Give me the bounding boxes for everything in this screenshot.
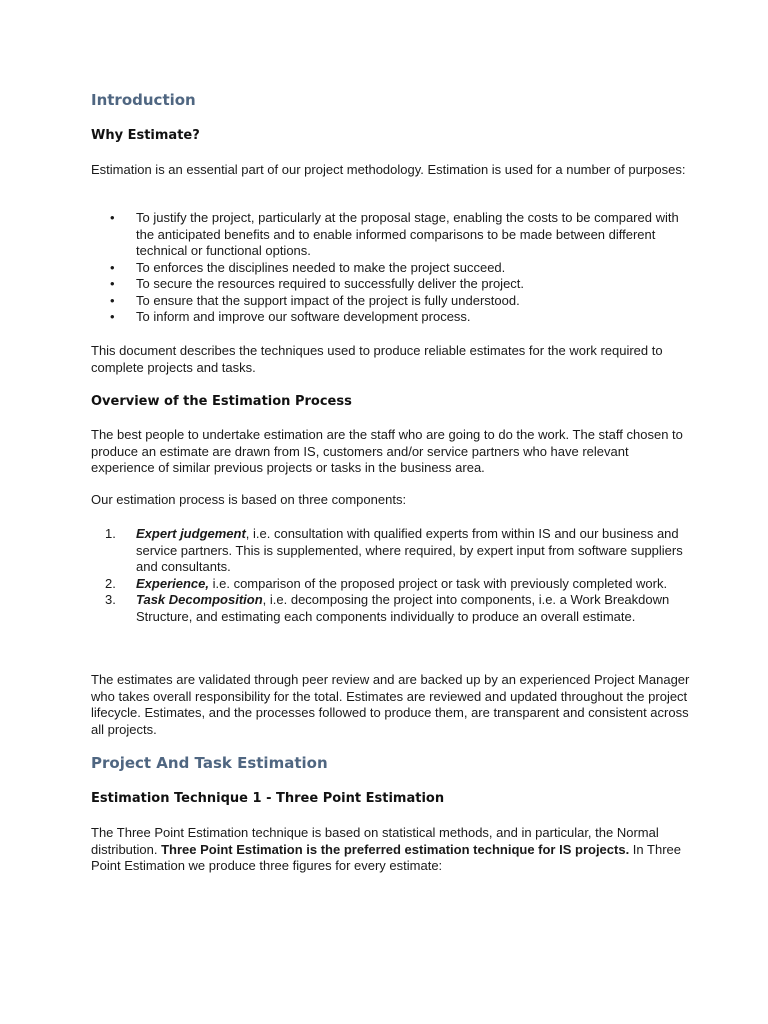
list-item-text: To ensure that the support impact of the project is fully understood. bbox=[136, 292, 520, 308]
bullet-icon: • bbox=[110, 292, 115, 308]
list-item bbox=[91, 526, 691, 576]
section-heading-introduction: Introduction bbox=[91, 91, 196, 109]
component-term: Experience, bbox=[136, 575, 209, 591]
list-item bbox=[91, 576, 691, 593]
section-heading-project-task-estimation: Project And Task Estimation bbox=[91, 754, 328, 772]
technique-paragraph bbox=[91, 825, 691, 875]
list-item-text: To secure the resources required to successfully deliver the project. bbox=[136, 276, 525, 291]
list-number: 2. bbox=[105, 575, 116, 591]
list-number: 1. bbox=[105, 526, 116, 541]
component-text: , i.e. decomposing the project into components, i.e. a Work Breakdown Structure, and estimating each components individually to produce an overall estimate. bbox=[136, 592, 670, 624]
list-item-text: To inform and improve our software development process. bbox=[136, 309, 471, 324]
bullet-icon: • bbox=[110, 276, 115, 291]
bullet-icon: • bbox=[110, 210, 115, 225]
technique-text-end: In Three Point Estimation we produce three figures for every estimate: bbox=[91, 841, 681, 873]
technique-text-bold: Three Point Estimation is the preferred estimation technique for IS projects. bbox=[161, 841, 630, 857]
list-item bbox=[91, 592, 691, 625]
components-numbered-list bbox=[91, 526, 691, 625]
list-item bbox=[91, 276, 691, 293]
subheading-why-estimate: Why Estimate? bbox=[91, 128, 200, 143]
component-term: Task Decomposition bbox=[136, 592, 263, 607]
list-item bbox=[91, 260, 691, 277]
list-item-text: To enforces the disciplines needed to make the project succeed. bbox=[136, 259, 506, 275]
list-item bbox=[91, 293, 691, 310]
list-number: 3. bbox=[105, 592, 116, 607]
list-item bbox=[91, 309, 691, 326]
overview-paragraph-1: The best people to undertake estimation are the staff who are going to do the work. The staff chosen to produce an estimate are drawn from IS, customers and/or service partners who have relevant experience of similar previous projects or tasks in the business area. bbox=[91, 427, 683, 475]
intro-paragraph-2: This document describes the techniques used to produce reliable estimates for the work required to complete projects and tasks. bbox=[91, 343, 663, 375]
list-item-text: To justify the project, particularly at the proposal stage, enabling the costs to be compared with the anticipated benefits and to enable informed comparisons to be made between different technical or functional options. bbox=[136, 210, 679, 258]
bullet-icon: • bbox=[110, 309, 115, 324]
overview-paragraph-2: Our estimation process is based on three components: bbox=[91, 492, 407, 507]
technique-text-start: The Three Point Estimation technique is based on statistical methods, and in particular, the Normal distribution. bbox=[91, 825, 659, 857]
list-item bbox=[91, 210, 691, 260]
overview-paragraph-3: The estimates are validated through peer review and are backed up by an experienced Project Manager who takes overall responsibility for the total. Estimates are reviewed and updated throughout the project lifecycle. Estimates, and the processes followed to produce them, are transparent and consistent across all projects. bbox=[91, 672, 690, 737]
component-text: , i.e. consultation with qualified experts from within IS and our business and service partners. This is supplemented, where required, by expert input from software suppliers and consultants. bbox=[136, 526, 683, 574]
subheading-overview: Overview of the Estimation Process bbox=[91, 394, 352, 409]
subheading-technique-1: Estimation Technique 1 - Three Point Estimation bbox=[91, 791, 445, 806]
purpose-bullet-list bbox=[91, 210, 691, 326]
component-term: Expert judgement bbox=[136, 526, 246, 541]
bullet-icon: • bbox=[110, 259, 115, 275]
intro-paragraph-1: Estimation is an essential part of our project methodology. Estimation is used for a number of purposes: bbox=[91, 162, 686, 177]
component-text: i.e. comparison of the proposed project or task with previously completed work. bbox=[209, 575, 668, 591]
